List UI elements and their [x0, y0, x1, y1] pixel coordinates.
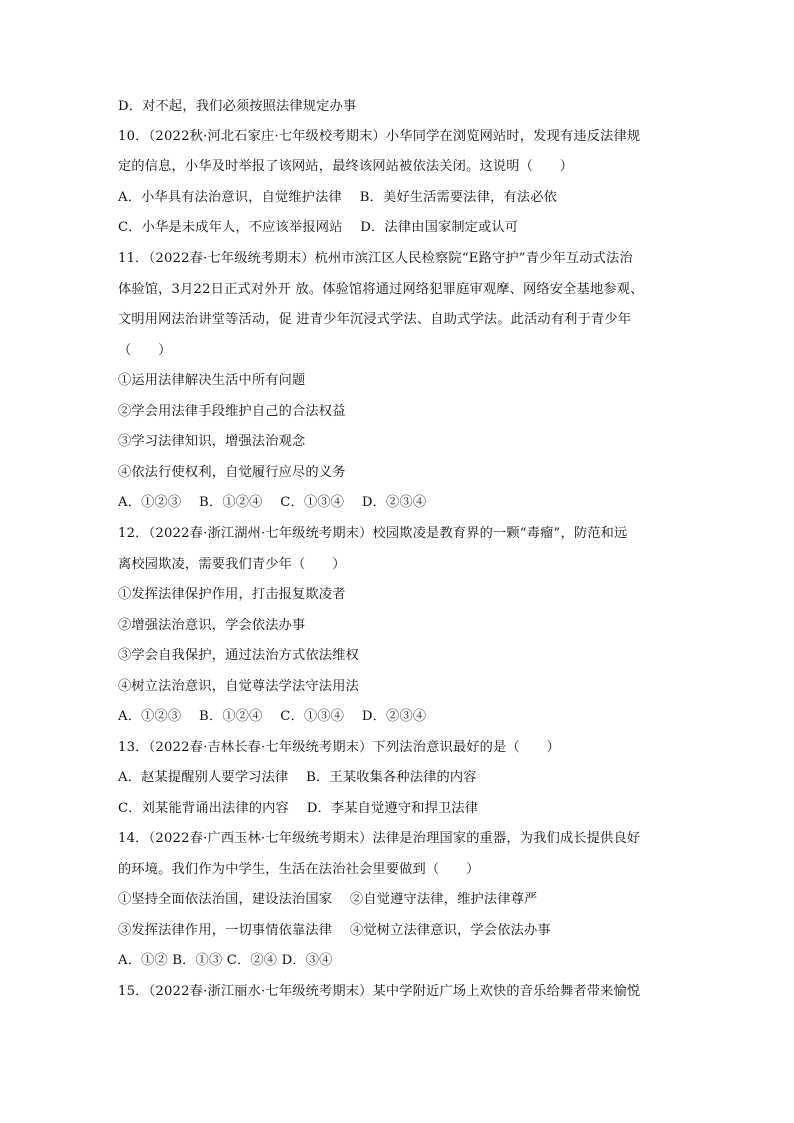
question-13-options-cd: C．刘某能背诵出法律的内容 D．李某自觉遵守和捍卫法律 [118, 801, 479, 816]
question-11-stem-line-1: 11．（2022春·七年级统考期末）杭州市滨江区人民检察院“E路守护”青少年互动式法治 [118, 251, 633, 266]
question-14-stem-line-1: 14．（2022春·广西玉林·七年级统考期末）法律是治理国家的重器，为我们成长提供良好 [118, 831, 641, 846]
question-13-stem: 13．（2022春·吉林长春·七年级统考期末）下列法治意识最好的是（ ） [118, 740, 560, 755]
question-11-stem-line-4: （ ） [118, 343, 172, 358]
question-13-options-ab: A．赵某提醒别人要学习法律 B．王某收集各种法律的内容 [118, 770, 477, 785]
question-14-stem-line-2: 的环境。我们作为中学生，生活在法治社会里要做到（ ） [118, 862, 480, 877]
question-10-stem-line-2: 定的信息，小华及时举报了该网站，最终该网站被依法关闭。这说明（ ） [118, 159, 574, 174]
option-d-q9: D．对不起，我们必须按照法律规定办事 [118, 99, 357, 114]
question-12-item-1: ①发挥法律保护作用，打击报复欺凌者 [118, 587, 346, 602]
question-11-stem-line-2: 体验馆，3月22日正式对外开 放。体验馆将通过网络犯罪庭审观摩、网络安全基地参观、 [118, 282, 644, 297]
question-10-options-ab: A．小华具有法治意识，自觉维护法律 B．美好生活需要法律，有法必依 [118, 190, 558, 205]
question-14-options: A．①② B．①③ C．②④ D．③④ [118, 953, 333, 968]
question-11-item-4: ④依法行使权利，自觉履行应尽的义务 [118, 465, 346, 480]
question-11-options: A．①②③ B．①②④ C．①③④ D．②③④ [118, 495, 427, 510]
question-12-stem-line-2: 离校园欺凌，需要我们青少年（ ） [118, 557, 346, 572]
question-11-item-2: ②学会用法律手段维护自己的合法权益 [118, 404, 346, 419]
question-14-items-3-4: ③发挥法律作用，一切事情依靠法律 ④觉树立法律意识，学会依法办事 [118, 923, 551, 938]
question-12-item-2: ②增强法治意识，学会依法办事 [118, 618, 306, 633]
question-11-stem-line-3: 文明用网法治讲堂等活动，促 进青少年沉浸式学法、自助式学法。此活动有利于青少年 [118, 312, 632, 327]
question-10-stem-line-1: 10．（2022秋·河北石家庄·七年级校考期末）小华同学在浏览网站时，发现有违反法律规 [118, 129, 641, 144]
question-15-stem-line-1: 15．（2022春·浙江丽水·七年级统考期末）某中学附近广场上欢快的音乐给舞者带来愉悦 [118, 984, 641, 999]
question-12-stem-line-1: 12．（2022春·浙江湖州·七年级统考期末）校园欺凌是教育界的一颗“毒瘤”，防范和远 [118, 526, 628, 541]
question-12-item-4: ④树立法治意识，自觉尊法学法守法用法 [118, 679, 359, 694]
question-12-options: A．①②③ B．①②④ C．①③④ D．②③④ [118, 709, 427, 724]
question-14-items-1-2: ①坚持全面依法治国，建设法治国家 ②自觉遵守法律，维护法律尊严 [118, 892, 538, 907]
question-11-item-1: ①运用法律解决生活中所有问题 [118, 373, 306, 388]
question-10-options-cd: C．小华是未成年人，不应该举报网站 D．法律由国家制定或认可 [118, 220, 519, 235]
question-11-item-3: ③学习法律知识，增强法治观念 [118, 434, 306, 449]
question-12-item-3: ③学会自我保护，通过法治方式依法维权 [118, 648, 359, 663]
